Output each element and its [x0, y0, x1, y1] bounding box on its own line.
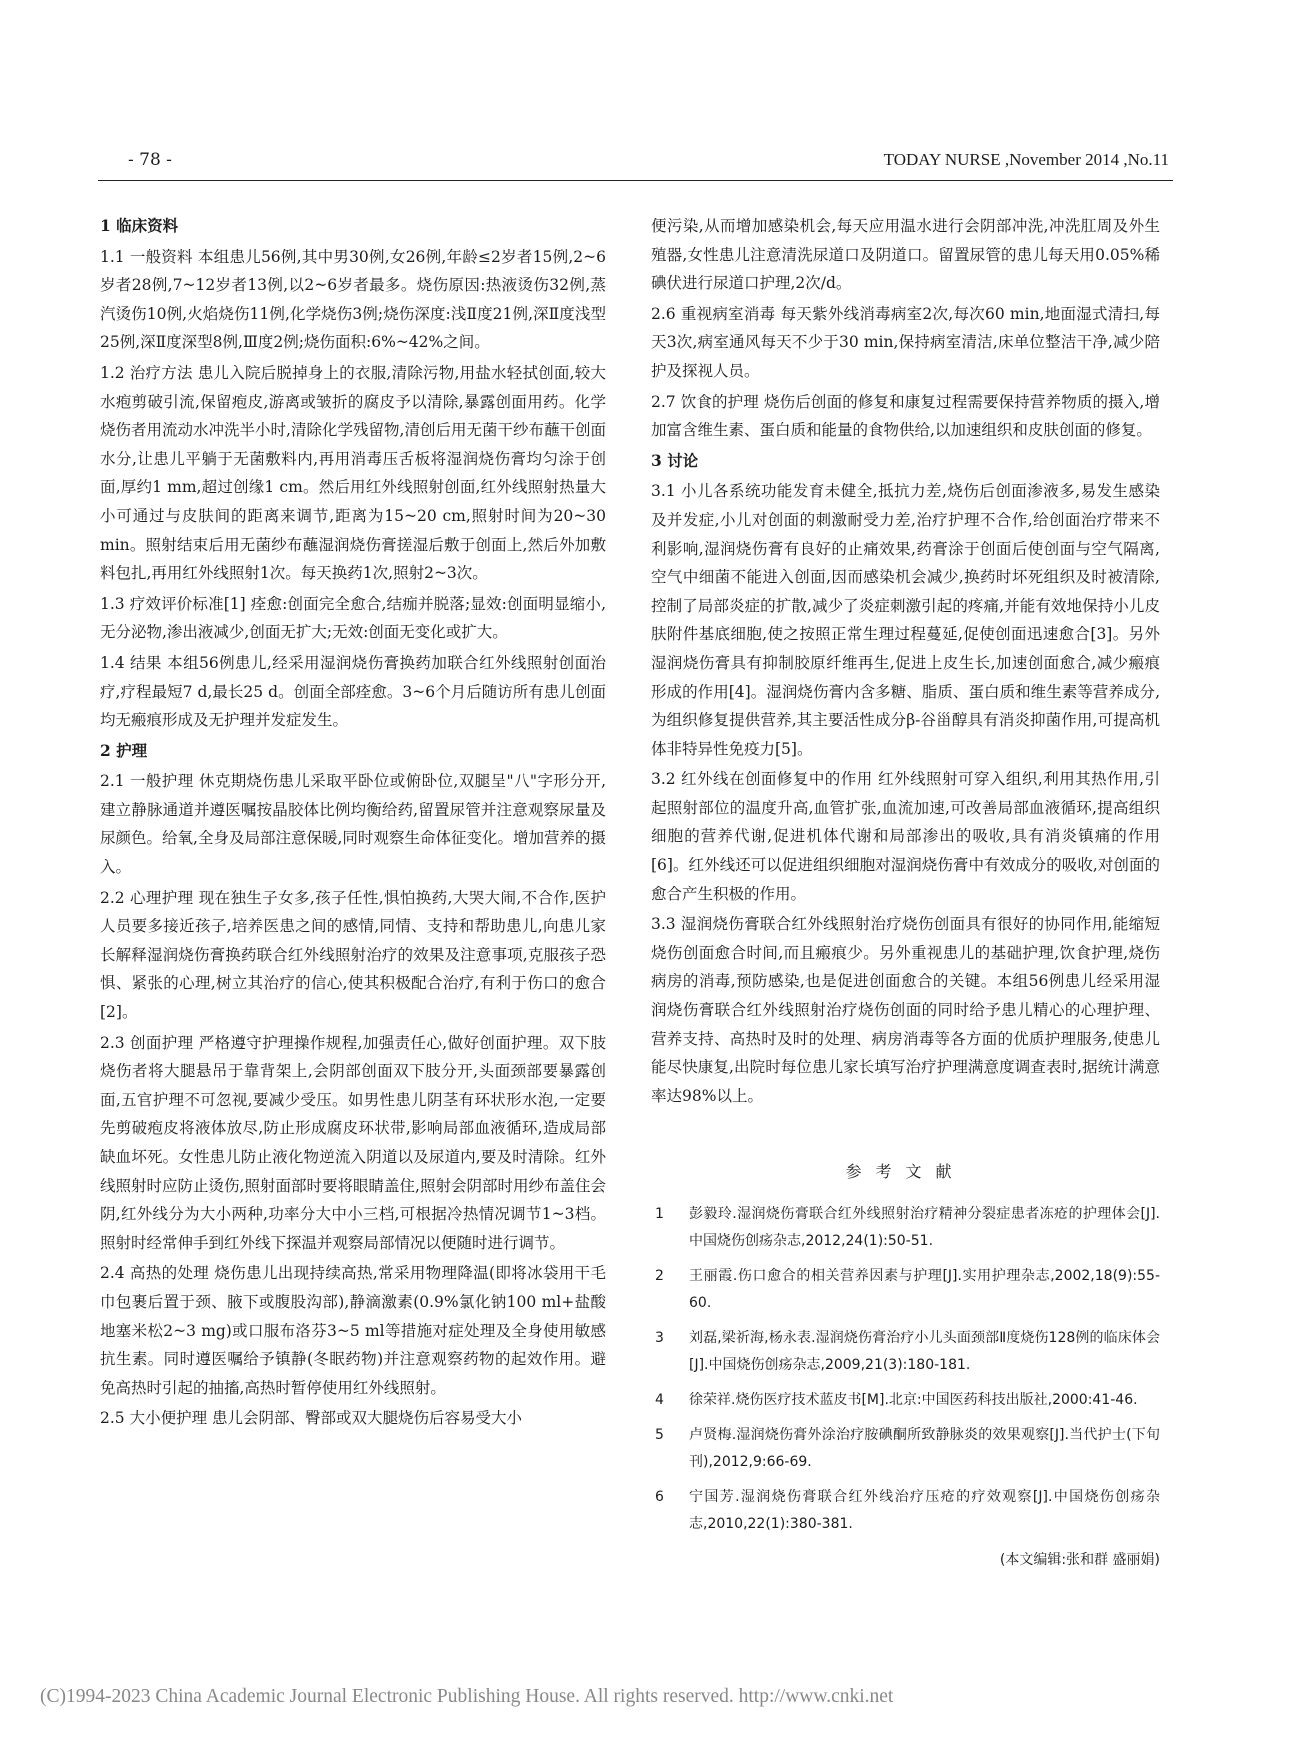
paragraph: 2.6 重视病室消毒 每天紫外线消毒病室2次,每次60 min,地面湿式清扫,每天3次,病室通风每天不少于30 min,保持病室清洁,床单位整洁干净,减少陪护及探视人员。 — [651, 304, 1160, 380]
right-column — [651, 212, 1160, 1575]
reference-text: 王丽霞.伤口愈合的相关营养因素与护理[J].实用护理杂志,2002,18(9):55-60. — [689, 1268, 1160, 1311]
section-heading: 1 临床资料 — [100, 216, 179, 235]
left-column — [100, 212, 606, 1435]
reference-text: 刘磊,梁祈海,杨永表.湿润烧伤膏治疗小儿头面颈部Ⅱ度烧伤128例的临床体会[J].中国烧伤创疡杂志,2009,21(3):180-181. — [689, 1330, 1160, 1373]
reference-number: 1 — [655, 1206, 664, 1222]
paragraph: 3.3 湿润烧伤膏联合红外线照射治疗烧伤创面具有很好的协同作用,能缩短烧伤创面愈合时间,而且瘢痕少。另外重视患儿的基础护理,饮食护理,烧伤病房的消毒,预防感染,也是促进创面愈合的关键。本组56例患儿经采用湿润烧伤膏联合红外线照射治疗烧伤创面的同时给予患儿精心的心理护理、营养支持、高热时及时的处理、病房消毒等各方面的优质护理服务,使患儿能尽快康复,出院时每位患儿家长填写治疗护理满意度调查表时,据统计满意率达98%以上。 — [651, 915, 1160, 1105]
reference-item — [651, 1422, 1160, 1476]
paragraph: 3.1 小儿各系统功能发育未健全,抵抗力差,烧伤后创面渗液多,易发生感染及并发症,小儿对创面的刺激耐受力差,治疗护理不合作,给创面治疗带来不利影响,湿润烧伤膏有良好的止痛效果,药膏涂于创面后使创面与空气隔离,空气中细菌不能进入创面,因而感染机会减少,换药时坏死组织及时被清除,控制了局部炎症的扩散,减少了炎症刺激引起的疼痛,并能有效地保持小儿皮肤附件基底细胞,使之按照正常生理过程蔓延,促使创面迅速愈合[3]。另外湿润烧伤膏具有抑制胶原纤维再生,促进上皮生长,加速创面愈合,减少瘢痕形成的作用[4]。湿润烧伤膏内含多糖、脂质、蛋白质和维生素等营养成分,为组织修复提供营养,其主要活性成分β-谷甾醇具有消炎抑菌作用,可提高机体非特异性免疫力[5]。 — [651, 482, 1160, 758]
reference-item — [651, 1263, 1160, 1317]
header-rule — [98, 180, 1173, 181]
reference-text: 宁国芳.湿润烧伤膏联合红外线治疗压疮的疗效观察[J].中国烧伤创疡杂志,2010,22(1):380-381. — [689, 1489, 1160, 1532]
paragraph: 2.1 一般护理 休克期烧伤患儿采取平卧位或俯卧位,双腿呈"八"字形分开,建立静脉通道并遵医嘱按晶胶体比例均衡给药,留置尿管并注意观察尿量及尿颜色。给氧,全身及局部注意保暖,同时观察生命体征变化。增加营养的摄入。 — [100, 772, 606, 877]
reference-number: 2 — [655, 1268, 664, 1284]
paragraph: 1.3 疗效评价标准[1] 痊愈:创面完全愈合,结痂并脱落;显效:创面明显缩小,无分泌物,渗出液减少,创面无扩大;无效:创面无变化或扩大。 — [100, 594, 606, 642]
reference-number: 5 — [655, 1427, 664, 1443]
paragraph: 3.2 红外线在创面修复中的作用 红外线照射可穿入组织,利用其热作用,引起照射部位的温度升高,血管扩张,血流加速,可改善局部血液循环,提高组织细胞的营养代谢,促进机体代谢和局部渗出的吸收,具有消炎镇痛的作用[6]。红外线还可以促进组织细胞对湿润烧伤膏中有效成分的吸收,对创面的愈合产生积极的作用。 — [651, 770, 1160, 903]
reference-number: 6 — [655, 1489, 664, 1505]
reference-number: 4 — [655, 1392, 664, 1408]
references-title: 参考文献 — [845, 1162, 966, 1182]
reference-item — [651, 1201, 1160, 1255]
reference-number: 3 — [655, 1330, 664, 1346]
journal-header: TODAY NURSE ,November 2014 ,No.11 — [883, 150, 1169, 169]
reference-item — [651, 1387, 1160, 1414]
paragraph: 2.5 大小便护理 患儿会阴部、臀部或双大腿烧伤后容易受大小 — [100, 1409, 523, 1428]
paragraph: 2.3 创面护理 严格遵守护理操作规程,加强责任心,做好创面护理。双下肢烧伤者将大腿悬吊于靠背架上,会阴部创面双下肢分开,头面颈部要暴露创面,五官护理不可忽视,要减少受压。如男性患儿阴茎有环状形水泡,一定要先剪破疱皮将液体放尽,防止形成腐皮环状带,影响局部血液循环,造成局部缺血坏死。女性患儿防止液化物逆流入阴道以及尿道内,要及时清除。红外线照射时应防止烫伤,照射面部时要将眼睛盖住,照射会阴部时用纱布盖住会阴,红外线分为大小两种,功率分大中小三档,可根据冷热情况调节1~3档。照射时经常伸手到红外线下探温并观察局部情况以便随时进行调节。 — [100, 1033, 606, 1252]
editor-credit: (本文编辑:张和群 盛丽娟) — [999, 1552, 1160, 1568]
reference-text: 卢贤梅.湿润烧伤膏外涂治疗胺碘酮所致静脉炎的效果观察[J].当代护士(下旬刊),2012,9:66-69. — [689, 1427, 1160, 1470]
copyright-footer: (C)1994-2023 China Academic Journal Electronic Publishing House. All rights reserved. http://www.cnki.net — [40, 1686, 894, 1707]
reference-text: 彭毅玲.湿润烧伤膏联合红外线照射治疗精神分裂症患者冻疮的护理体会[J].中国烧伤创疡杂志,2012,24(1):50-51. — [689, 1206, 1160, 1249]
paragraph: 1.1 一般资料 本组患儿56例,其中男30例,女26例,年龄≤2岁者15例,2~6岁者28例,7~12岁者13例,以2~6岁者最多。烧伤原因:热液烫伤32例,蒸汽烫伤10例,火焰烧伤11例,化学烧伤3例;烧伤深度:浅Ⅱ度21例,深Ⅱ度浅型25例,深Ⅱ度深型8例,Ⅲ度2例;烧伤面积:6%~42%之间。 — [100, 247, 606, 352]
paragraph: 2.2 心理护理 现在独生子女多,孩子任性,惧怕换药,大哭大闹,不合作,医护人员要多接近孩子,培养医患之间的感情,同情、支持和帮助患儿,向患儿家长解释湿润烧伤膏换药联合红外线照射治疗的效果及注意事项,克服孩子恐惧、紧张的心理,树立其治疗的信心,使其积极配合治疗,有利于伤口的愈合[2]。 — [100, 888, 606, 1022]
paragraph: 1.2 治疗方法 患儿入院后脱掉身上的衣服,清除污物,用盐水轻拭创面,较大水疱剪破引流,保留疱皮,游离或皱折的腐皮予以清除,暴露创面用药。化学烧伤者用流动水冲洗半小时,清除化学残留物,清创后用无菌干纱布蘸干创面水分,让患儿平躺于无菌敷料内,再用消毒压舌板将湿润烧伤膏均匀涂于创面,厚约1 mm,超过创缘1 cm。然后用红外线照射创面,红外线照射热量大小可通过与皮肤间的距离来调节,距离为15~20 cm,照射时间为20~30 min。照射结束后用无菌纱布蘸湿润烧伤膏搓湿后敷于创面上,然后外加敷料包扎,再用红外线照射1次。每天换药1次,照射2~3次。 — [100, 363, 606, 583]
section-heading: 2 护理 — [100, 740, 148, 760]
paragraph: 便污染,从而增加感染机会,每天应用温水进行会阴部冲洗,冲洗肛周及外生殖器,女性患儿注意清洗尿道口及阴道口。留置尿管的患儿每天用0.05%稀碘伏进行尿道口护理,2次/d。 — [651, 217, 1160, 293]
paragraph: 2.7 饮食的护理 烧伤后创面的修复和康复过程需要保持营养物质的摄入,增加富含维生素、蛋白质和能量的食物供给,以加速组织和皮肤创面的修复。 — [651, 392, 1160, 440]
section-heading: 3 讨论 — [651, 450, 699, 470]
paragraph: 2.4 高热的处理 烧伤患儿出现持续高热,常采用物理降温(即将冰袋用干毛巾包裹后置于颈、腋下或腹股沟部),静滴激素(0.9%氯化钠100 ml+盐酸地塞米松2~3 mg)或口服布洛芬3~5 ml等措施对症处理及全身使用敏感抗生素。同时遵医嘱给予镇静(冬眠药物)并注意观察药物的起效作用。避免高热时引起的抽搐,高热时暂停使用红外线照射。 — [100, 1264, 606, 1397]
reference-text: 徐荣祥.烧伤医疗技术蓝皮书[M].北京:中国医药科技出版社,2000:41-46. — [689, 1392, 1138, 1408]
paragraph: 1.4 结果 本组56例患儿,经采用湿润烧伤膏换药加联合红外线照射创面治疗,疗程最短7 d,最长25 d。创面全部痊愈。3~6个月后随访所有患儿创面均无瘢痕形成及无护理并发症发生。 — [100, 653, 606, 730]
reference-item — [651, 1484, 1160, 1538]
reference-item — [651, 1325, 1160, 1379]
page-number: - 78 - — [128, 150, 172, 170]
reference-list — [651, 1201, 1160, 1538]
